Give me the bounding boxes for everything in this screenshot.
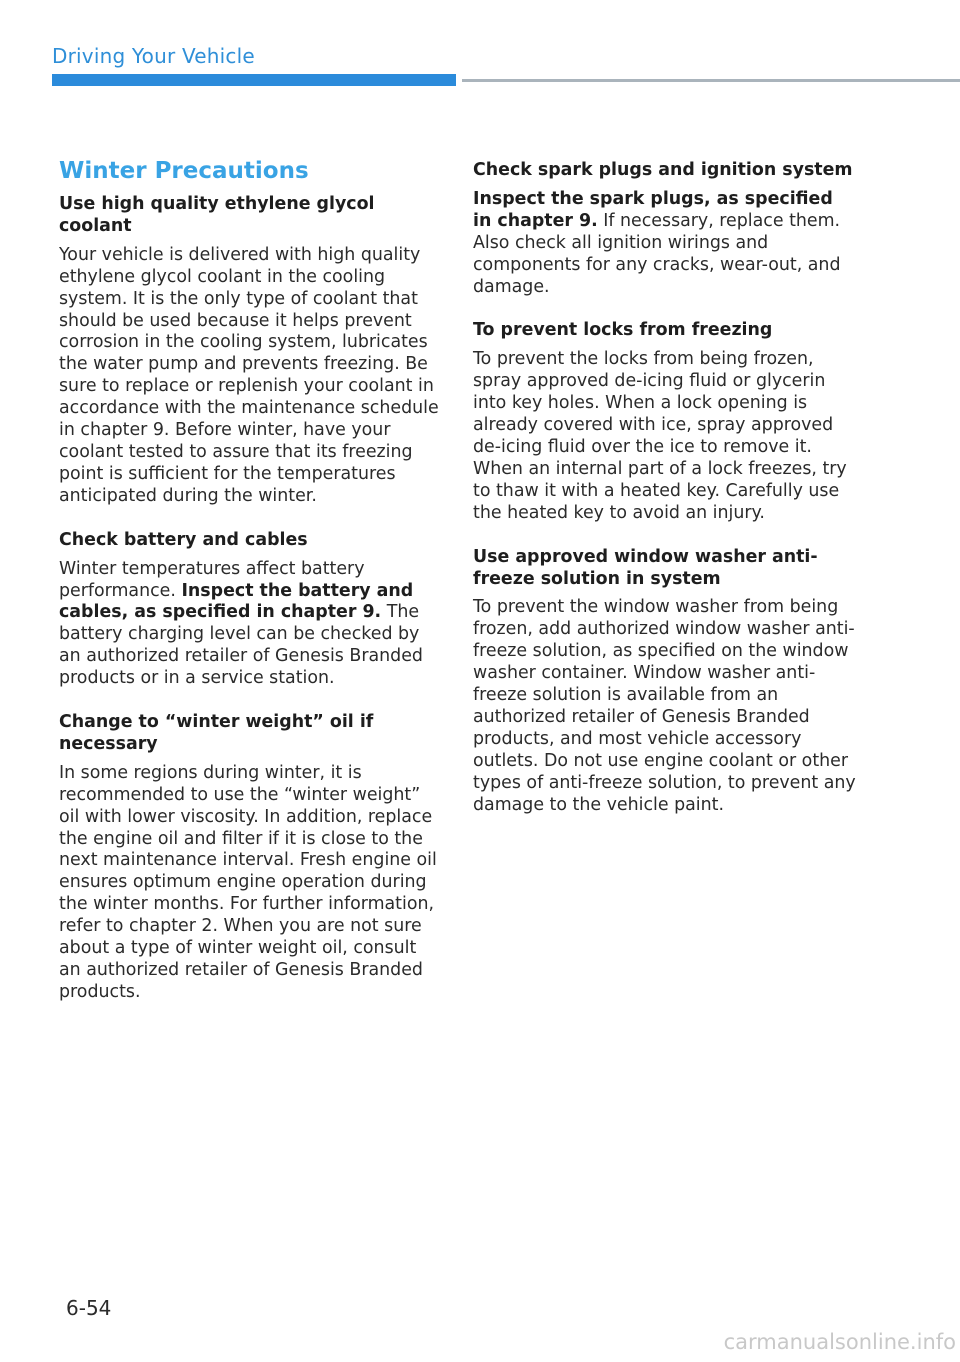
watermark: carmanualsonline.info xyxy=(723,1330,956,1354)
page-number: 6-54 xyxy=(66,1296,112,1320)
battery-body-bold: Inspect the battery and cables, as specified in chapter 9. xyxy=(59,580,414,623)
header-rule xyxy=(462,79,960,82)
oil-heading: Change to “winter weight” oil if necessary xyxy=(59,712,374,754)
locks-heading: To prevent locks from freezing xyxy=(473,320,773,341)
section-title: Winter Precautions xyxy=(59,158,309,184)
washer-body: To prevent the window washer from being frozen, add authorized window washer anti-freeze solution, as specified on the window washer container. Window washer anti-freeze solution is available from an authorized retailer of Genesis Branded products, and most vehicle accessory outlets. Do not use engine coolant or other types of anti-freeze solution, to prevent any damage to the vehicle paint. xyxy=(473,597,856,815)
right-column xyxy=(473,160,857,838)
battery-body-end: The battery charging level can be checked by an authorized retailer of Genesis Branded products or in a service station. xyxy=(59,602,423,689)
battery-body-start: Winter temperatures affect battery performance. xyxy=(59,558,365,601)
spark-body-end: If necessary, replace them. Also check all ignition wirings and components for any cracks, wear-out, and damage. xyxy=(473,210,841,297)
coolant-heading: Use high quality ethylene glycol coolant xyxy=(59,194,375,236)
spark-body-bold: Inspect the spark plugs, as specified in chapter 9. xyxy=(473,188,833,231)
oil-body: In some regions during winter, it is recommended to use the “winter weight” oil with lower viscosity. In addition, replace the engine oil and filter if it is close to the next maintenance interval. Fresh engine oil ensures optimum engine operation during the winter months. For further information, refer to chapter 2. When you are not sure about a type of winter weight oil, consult an authorized retailer of Genesis Branded products. xyxy=(59,762,437,1002)
header-accent-bar xyxy=(52,74,456,86)
left-column xyxy=(59,156,443,1026)
locks-body: To prevent the locks from being frozen, spray approved de-icing fluid or glycerin into key holes. When a lock opening is already covered with ice, spray approved de-icing fluid over the ice to remove it. When an internal part of a lock freezes, try to thaw it with a heated key. Carefully use the heated key to avoid an injury. xyxy=(473,349,847,523)
battery-body xyxy=(59,559,443,690)
battery-heading: Check battery and cables xyxy=(59,529,308,550)
chapter-title: Driving Your Vehicle xyxy=(52,44,255,68)
coolant-body: Your vehicle is delivered with high quality ethylene glycol coolant in the cooling system. It is the only type of coolant that should be used because it helps prevent corrosion in the cooling system, lubricates the water pump and prevents freezing. Be sure to replace or replenish your coolant in accordance with the maintenance schedule in chapter 9. Before winter, have your coolant tested to assure that its freezing point is sufficient for the temperatures anticipated during the winter. xyxy=(59,244,439,506)
washer-heading: Use approved window washer anti-freeze solution in system xyxy=(473,546,818,589)
spark-body xyxy=(473,189,857,299)
spark-heading: Check spark plugs and ignition system xyxy=(473,160,853,180)
